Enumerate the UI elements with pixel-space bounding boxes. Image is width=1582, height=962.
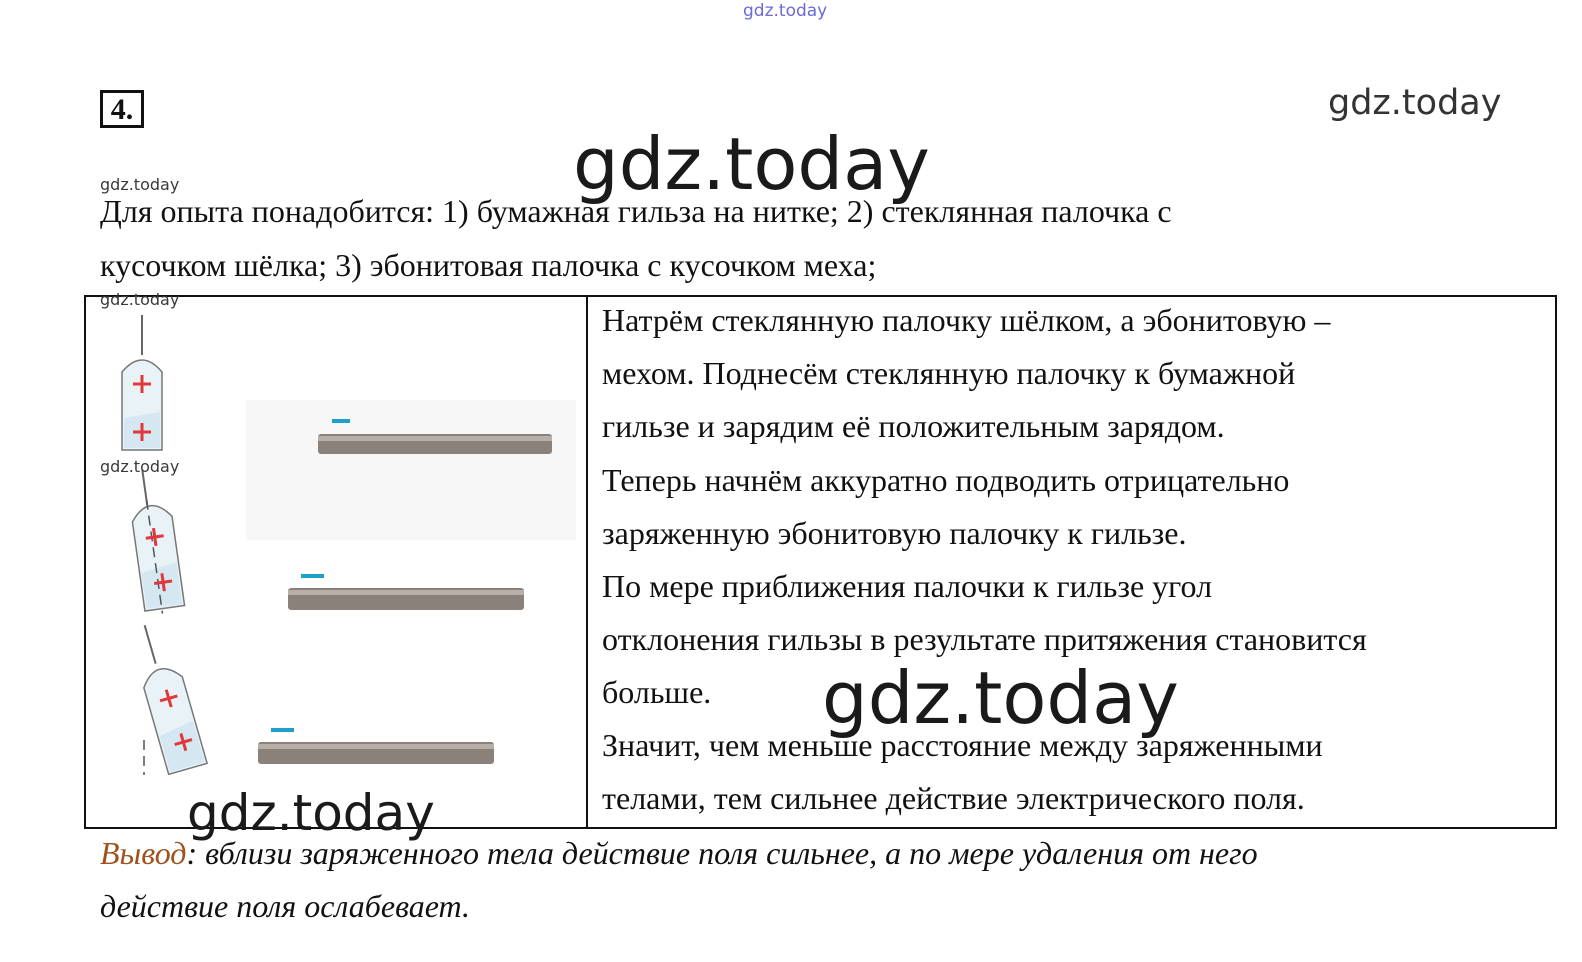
description-line: Значит, чем меньше расстояние между заряженными bbox=[602, 727, 1323, 763]
sleeve-stage-3 bbox=[127, 619, 207, 774]
intro-line-2: кусочком шёлка; 3) эбонитовая палочка с кусочком меха; bbox=[100, 247, 877, 283]
description-line: больше. bbox=[602, 674, 712, 710]
description-line: Натрём стеклянную палочку шёлком, а эбонитовую – bbox=[602, 302, 1331, 338]
task-number-box: 4. bbox=[100, 90, 144, 128]
watermark-large: gdz.today bbox=[822, 656, 1179, 740]
description-line: гильзе и зарядим её положительным зарядом. bbox=[602, 408, 1225, 444]
description-line: заряженную эбонитовую палочку к гильзе. bbox=[602, 515, 1187, 551]
sleeve-stage-2 bbox=[125, 467, 185, 616]
sleeve-stage-1 bbox=[122, 315, 162, 450]
conclusion-line-1 bbox=[100, 837, 1258, 869]
conclusion-text: : вблизи заряженного тела действие поля сильнее, а по мере удаления от него bbox=[186, 835, 1258, 871]
watermark-top: gdz.today bbox=[743, 1, 828, 21]
faded-background bbox=[246, 400, 576, 540]
watermark-small: gdz.today bbox=[100, 290, 180, 309]
watermark-small: gdz.today bbox=[100, 457, 180, 476]
watermark-small: gdz.today bbox=[100, 175, 180, 194]
conclusion-label: Вывод bbox=[100, 835, 187, 871]
description-line: Теперь начнём аккуратно подводить отрицательно bbox=[602, 462, 1290, 498]
frame-divider bbox=[586, 295, 588, 829]
watermark-large: gdz.today bbox=[187, 784, 435, 842]
watermark-right: gdz.today bbox=[1328, 83, 1502, 123]
sleeve-experiment-illustration bbox=[96, 300, 576, 800]
watermark-large: gdz.today bbox=[573, 122, 930, 206]
description-line: телами, тем сильнее действие электрического поля. bbox=[602, 780, 1305, 816]
description-line: мехом. Поднесём стеклянную палочку к бумажной bbox=[602, 355, 1296, 391]
description-line: отклонения гильзы в результате притяжения становится bbox=[602, 621, 1367, 657]
conclusion-line-2: действие поля ослабевает. bbox=[100, 888, 471, 924]
intro-line-1: Для опыта понадобится: 1) бумажная гильза на нитке; 2) стеклянная палочка с bbox=[100, 193, 1172, 229]
description-line: По мере приближения палочки к гильзе угол bbox=[602, 568, 1213, 604]
thread bbox=[145, 625, 156, 663]
